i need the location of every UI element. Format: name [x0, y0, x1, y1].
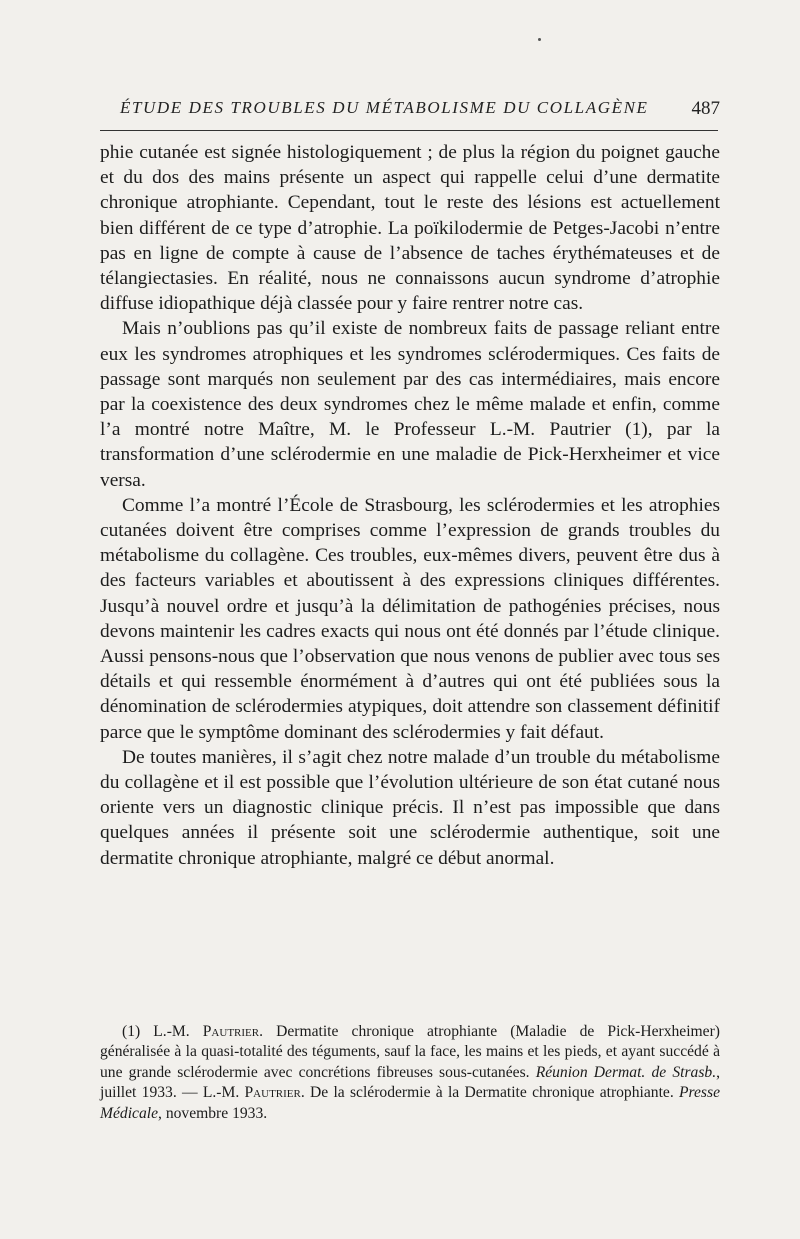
paragraph-1: phie cutanée est signée histologiquement ; de plus la région du poignet gauche et du dos des mains présente un aspect qui rappelle celui d’une dermatite chronique atrophiante. Cependant, tout le reste des lésions est actuellement bien différent de ce type d’atrophie. La poïkilodermie de Petges-Jacobi n’entre pas en ligne de compte à cause de l’absence de taches érythémateuses et de télangiectasies. En réalité, nous ne connaissons aucun syndrome d’atrophie diffuse idiopathique déjà classée pour y faire rentrer notre cas.: [100, 142, 720, 315]
main-text: [100, 140, 720, 871]
ink-speck: [538, 38, 541, 41]
footnote-block: [100, 1022, 720, 1124]
page-number: 487: [691, 98, 720, 119]
footnote-date-2: , novembre 1933.: [158, 1104, 268, 1122]
footnote-author-1: L.-M. Pautrier.: [153, 1023, 263, 1040]
header-rule: [100, 130, 718, 131]
footnote-1: [100, 1022, 720, 1124]
paragraph-3: Comme l’a montré l’École de Strasbourg, les sclérodermies et les atrophies cutanées doivent être comprises comme l’expression de grands troubles du métabolisme du collagène. Ces troubles, eux-mêmes divers, peuvent être dus à des facteurs variables et aboutissent à des expressions cliniques différentes. Jusqu’à nouvel ordre et jusqu’à la délimitation de pathogénies précises, nous devons maintenir les cadres exacts qui nous ont été donnés par l’étude clinique. Aussi pensons-nous que l’observation que nous venons de publier avec tous ses détails et qui ressemble énormément à d’autres qui ont été publiées sous la dénomination de sclérodermies atypiques, doit attendre son classement définitif parce que le symptôme dominant des sclérodermies y fait défaut.: [100, 494, 720, 743]
paragraph-4: De toutes manières, il s’agit chez notre malade d’un trouble du métabolisme du collagène et il est possible que l’évolution ultérieure de son état cutané nous oriente vers un diagnostic clinique précis. Il n’est pas impossible que dans quelques années il présente soit une sclérodermie authentique, soit une dermatite chronique atrophiante, malgré ce début anormal.: [100, 746, 720, 869]
paragraph-2: Mais n’oublions pas qu’il existe de nombreux faits de passage reliant entre eux les syndromes atrophiques et les syndromes sclérodermiques. Ces faits de passage sont marqués non seulement par des cas intermédiaires, mais encore par la coexistence des deux syndromes chez le même malade et enfin, comme l’a montré notre Maître, M. le Professeur L.-M. Pautrier (1), par la transformation d’une sclérodermie en une maladie de Pick-Herxheimer et vice versa.: [100, 318, 720, 491]
footnote-marker: (1): [122, 1023, 141, 1040]
footnote-date-1: , juillet 1933. —: [100, 1063, 720, 1102]
running-header: [100, 98, 720, 124]
footnote-text-1: Dermatite chronique atrophiante (Maladie de Pick-Herxheimer) généralisée à la quasi-totalité des téguments, sauf la face, les mains et les pieds, et ayant succédé à une grande sclérodermie avec concrétions fibreuses sous-cutanées.: [100, 1023, 720, 1081]
footnote-text-2: De la sclérodermie à la Dermatite chronique atrophiante.: [310, 1084, 674, 1102]
footnote-source-1: Réunion Dermat. de Strasb.: [535, 1063, 717, 1081]
footnote-source-2: Presse Médicale: [100, 1084, 720, 1122]
running-title: ÉTUDE DES TROUBLES DU MÉTABOLISME DU COLLAGÈNE: [120, 98, 649, 117]
footnote-author-2: L.-M. Pautrier.: [202, 1084, 305, 1102]
